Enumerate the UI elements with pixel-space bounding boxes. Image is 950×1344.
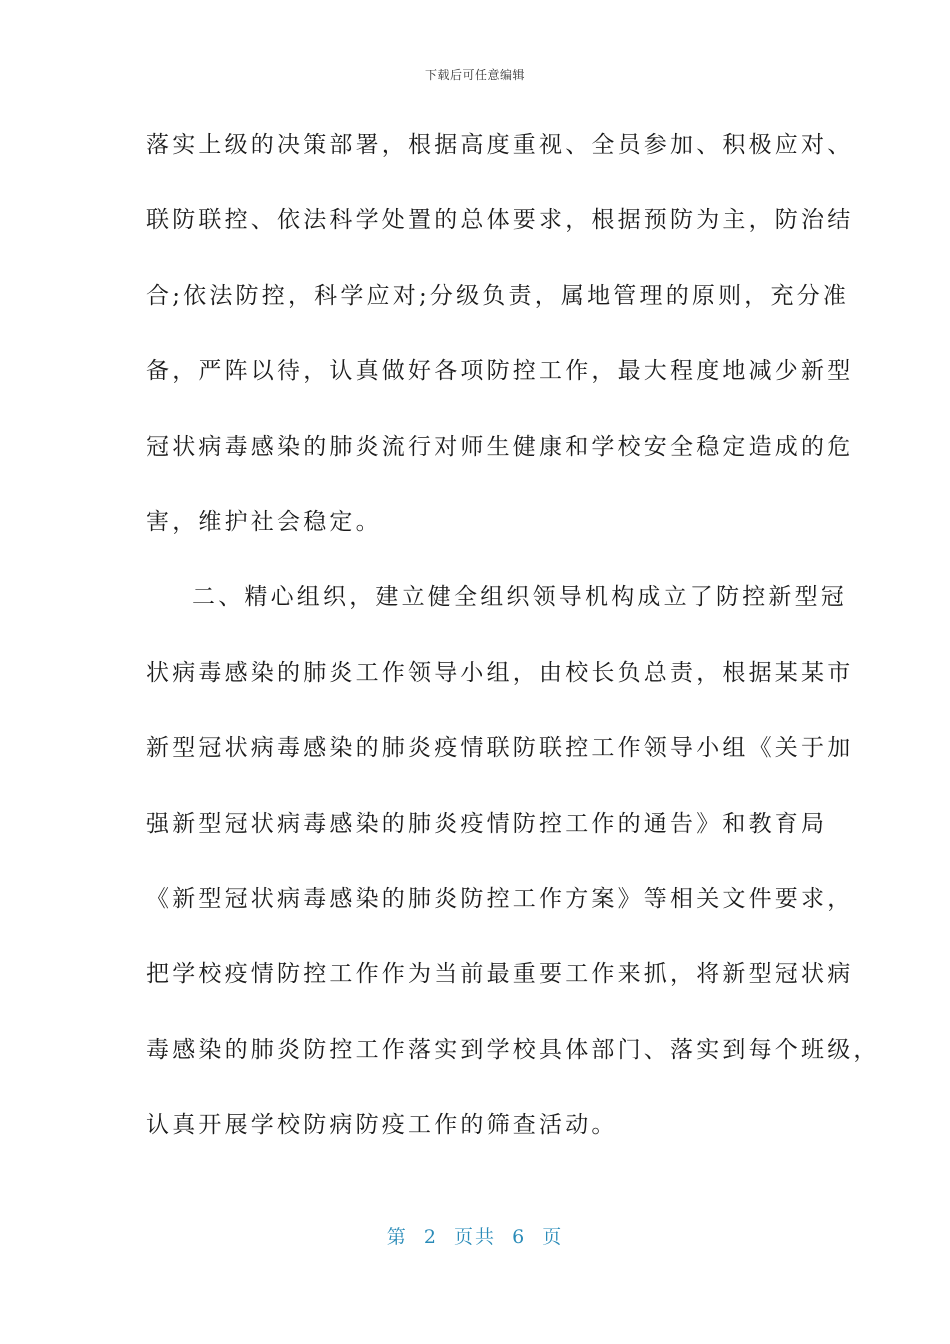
- section-heading-line: 二、精心组织，建立健全组织领导机构成立了防控新型冠: [192, 584, 847, 611]
- body-line: 冠状病毒感染的肺炎流行对师生健康和学校安全稳定造成的危: [146, 433, 854, 460]
- body-line: 《新型冠状病毒感染的肺炎防控工作方案》等相关文件要求，: [146, 885, 854, 912]
- document-body: [146, 123, 880, 1178]
- body-line: 毒感染的肺炎防控工作落实到学校具体部门、落实到每个班级，: [146, 1036, 880, 1063]
- body-line: 落实上级的决策部署，根据高度重视、全员参加、积极应对、: [146, 132, 854, 158]
- body-line: 害，维护社会稳定。: [146, 508, 382, 535]
- page-number-footer: 第 2 页共 6 页: [386, 1226, 564, 1248]
- body-line: 备，严阵以待，认真做好各项防控工作，最大程度地减少新型: [146, 358, 854, 385]
- body-line: 联防联控、依法科学处置的总体要求，根据预防为主，防治结: [146, 207, 854, 234]
- body-line: 把学校疫情防控工作作为当前最重要工作来抓，将新型冠状病: [146, 961, 854, 988]
- body-line: 状病毒感染的肺炎工作领导小组，由校长负总责，根据某某市: [146, 659, 854, 686]
- body-line: 新型冠状病毒感染的肺炎疫情联防联控工作领导小组《关于加: [146, 735, 854, 762]
- body-line: 认真开展学校防病防疫工作的筛查活动。: [146, 1112, 618, 1139]
- body-line: 强新型冠状病毒感染的肺炎疫情防控工作的通告》和教育局: [146, 810, 828, 837]
- header-note: 下载后可任意编辑: [424, 68, 525, 82]
- body-line: 合;依法防控，科学应对;分级负责，属地管理的原则，充分准: [146, 282, 850, 309]
